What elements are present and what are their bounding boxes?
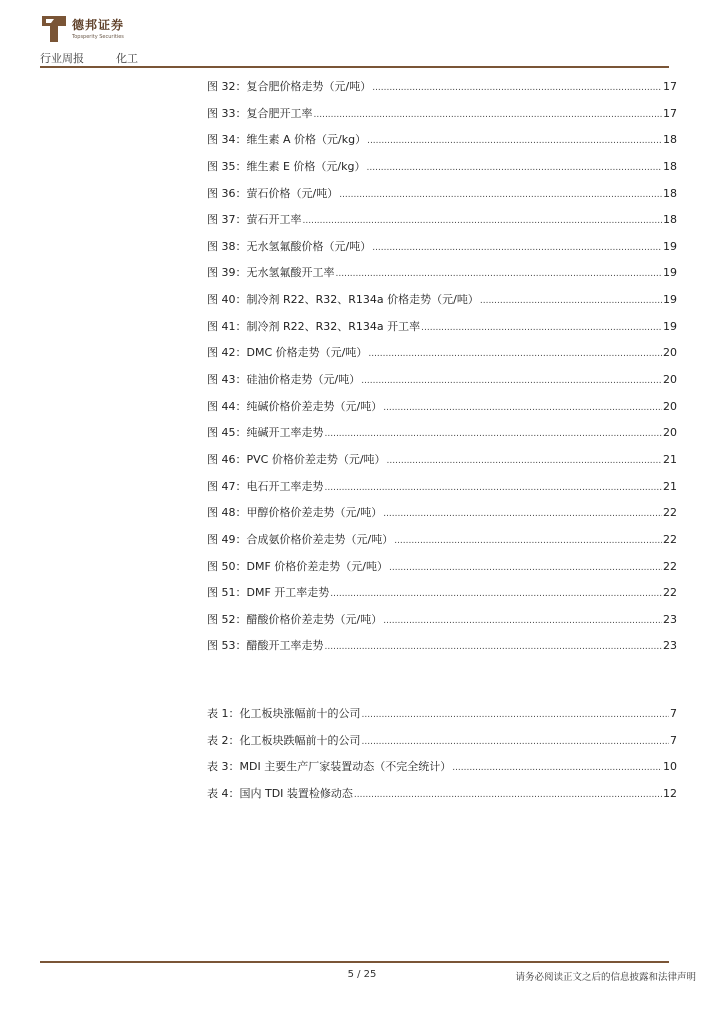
toc-page-number: 22 xyxy=(663,506,677,520)
footer-divider xyxy=(40,961,669,963)
toc-entry-label: 图 41：制冷剂 R22、R32、R134a 开工率 xyxy=(207,319,421,333)
toc-entry-label: 图 35：维生素 E 价格（元/kg） xyxy=(207,159,366,173)
toc-entry-label: 图 44：纯碱价格价差走势（元/吨） xyxy=(207,399,383,413)
toc-page-number: 10 xyxy=(663,760,677,774)
toc-entry-label: 图 38：无水氢氟酸价格（元/吨） xyxy=(207,239,372,253)
figure-toc-entry[interactable] xyxy=(207,453,677,480)
figure-toc-entry[interactable] xyxy=(207,506,677,533)
toc-page-number: 18 xyxy=(663,213,677,227)
company-logo xyxy=(40,14,150,48)
toc-page-number: 18 xyxy=(663,133,677,147)
toc-entry-label: 图 37：萤石开工率 xyxy=(207,213,302,227)
figure-index xyxy=(207,80,677,666)
toc-leader-dots xyxy=(339,188,662,202)
figure-toc-entry[interactable] xyxy=(207,426,677,453)
figure-toc-entry[interactable] xyxy=(207,373,677,400)
toc-page-number: 17 xyxy=(663,80,677,93)
figure-toc-entry[interactable] xyxy=(207,586,677,613)
toc-entry-label: 表 3：MDI 主要生产厂家装置动态（不完全统计） xyxy=(207,760,452,774)
toc-page-number: 7 xyxy=(670,707,677,720)
figure-toc-entry[interactable] xyxy=(207,346,677,373)
toc-leader-dots xyxy=(387,454,662,468)
table-toc-entry[interactable] xyxy=(207,760,677,787)
figure-toc-entry[interactable] xyxy=(207,160,677,187)
report-type: 行业周报 xyxy=(40,52,84,65)
toc-entry-label: 图 49：合成氨价格价差走势（元/吨） xyxy=(207,532,394,546)
figure-toc-entry[interactable] xyxy=(207,240,677,267)
toc-entry-label: 图 50：DMF 价格价差走势（元/吨） xyxy=(207,559,388,573)
toc-entry-label: 图 45：纯碱开工率走势 xyxy=(207,426,324,440)
toc-leader-dots xyxy=(480,294,662,308)
toc-page-number: 22 xyxy=(663,532,677,546)
toc-leader-dots xyxy=(354,788,662,802)
toc-leader-dots xyxy=(383,401,662,415)
toc-leader-dots xyxy=(362,735,670,749)
toc-leader-dots xyxy=(452,761,662,775)
header-divider xyxy=(40,66,669,68)
toc-page-number: 21 xyxy=(663,479,677,493)
table-toc-entry[interactable] xyxy=(207,707,677,734)
toc-page-number: 22 xyxy=(663,586,677,600)
figure-toc-entry[interactable] xyxy=(207,400,677,427)
toc-entry-label: 图 46：PVC 价格价差走势（元/吨） xyxy=(207,452,386,466)
toc-leader-dots xyxy=(325,427,663,441)
toc-entry-label: 图 48：甲醇价格价差走势（元/吨） xyxy=(207,506,383,520)
toc-entry-label: 图 42：DMC 价格走势（元/吨） xyxy=(207,346,368,360)
toc-page-number: 7 xyxy=(670,733,677,747)
toc-entry-label: 图 39：无水氢氟酸开工率 xyxy=(207,266,335,280)
toc-page-number: 18 xyxy=(663,159,677,173)
table-index xyxy=(207,707,677,814)
toc-page-number: 19 xyxy=(663,319,677,333)
legal-disclaimer: 请务必阅读正文之后的信息披露和法律声明 xyxy=(515,972,696,983)
toc-page-number: 20 xyxy=(663,346,677,360)
figure-toc-entry[interactable] xyxy=(207,80,677,107)
toc-entry-label: 图 47：电石开工率走势 xyxy=(207,479,324,493)
page-number: 5 / 25 xyxy=(347,969,377,980)
figure-toc-entry[interactable] xyxy=(207,639,677,666)
toc-leader-dots xyxy=(336,267,663,281)
figure-toc-entry[interactable] xyxy=(207,187,677,214)
toc-leader-dots xyxy=(325,481,663,495)
toc-page-number: 19 xyxy=(663,239,677,253)
toc-leader-dots xyxy=(325,640,663,654)
toc-leader-dots xyxy=(330,587,662,601)
toc-page-number: 19 xyxy=(663,293,677,307)
toc-leader-dots xyxy=(361,374,662,388)
brand-name-en: Topsperity Securities xyxy=(72,34,124,40)
report-sector: 化工 xyxy=(116,52,138,65)
toc-page-number: 21 xyxy=(663,452,677,466)
toc-leader-dots xyxy=(314,108,663,122)
toc-page-number: 23 xyxy=(663,612,677,626)
toc-leader-dots xyxy=(367,161,663,175)
toc-entry-label: 图 33：复合肥开工率 xyxy=(207,106,313,120)
toc-page-number: 23 xyxy=(663,639,677,653)
figure-toc-entry[interactable] xyxy=(207,533,677,560)
figure-toc-entry[interactable] xyxy=(207,133,677,160)
toc-leader-dots xyxy=(372,81,662,95)
figure-toc-entry[interactable] xyxy=(207,266,677,293)
logo-mark-icon xyxy=(40,14,68,44)
toc-leader-dots xyxy=(368,347,662,361)
toc-leader-dots xyxy=(372,241,662,255)
toc-entry-label: 表 1：化工板块涨幅前十的公司 xyxy=(207,707,361,720)
toc-entry-label: 图 34：维生素 A 价格（元/kg） xyxy=(207,133,367,147)
figure-toc-entry[interactable] xyxy=(207,293,677,320)
toc-page-number: 19 xyxy=(663,266,677,280)
toc-page-number: 17 xyxy=(663,106,677,120)
brand-name: 德邦证券 xyxy=(72,18,125,32)
figure-toc-entry[interactable] xyxy=(207,320,677,347)
toc-entry-label: 图 53：醋酸开工率走势 xyxy=(207,639,324,653)
toc-leader-dots xyxy=(383,507,662,521)
figure-toc-entry[interactable] xyxy=(207,480,677,507)
toc-entry-label: 表 4：国内 TDI 装置检修动态 xyxy=(207,786,353,800)
toc-entry-label: 图 32：复合肥价格走势（元/吨） xyxy=(207,80,372,93)
table-toc-entry[interactable] xyxy=(207,734,677,761)
toc-entry-label: 表 2：化工板块跌幅前十的公司 xyxy=(207,733,361,747)
toc-leader-dots xyxy=(383,614,662,628)
figure-toc-entry[interactable] xyxy=(207,107,677,134)
toc-leader-dots xyxy=(421,321,662,335)
table-toc-entry[interactable] xyxy=(207,787,677,814)
toc-entry-label: 图 36：萤石价格（元/吨） xyxy=(207,186,339,200)
report-header xyxy=(40,50,138,66)
toc-leader-dots xyxy=(389,561,662,575)
toc-page-number: 20 xyxy=(663,373,677,387)
figure-toc-entry[interactable] xyxy=(207,613,677,640)
toc-leader-dots xyxy=(394,534,662,548)
figure-toc-entry[interactable] xyxy=(207,560,677,587)
toc-leader-dots xyxy=(303,214,663,228)
toc-leader-dots xyxy=(367,134,662,148)
toc-entry-label: 图 40：制冷剂 R22、R32、R134a 价格走势（元/吨） xyxy=(207,293,479,307)
toc-page-number: 20 xyxy=(663,426,677,440)
toc-page-number: 20 xyxy=(663,399,677,413)
toc-page-number: 18 xyxy=(663,186,677,200)
toc-page-number: 12 xyxy=(663,786,677,800)
toc-entry-label: 图 43：硅油价格走势（元/吨） xyxy=(207,373,361,387)
toc-page-number: 22 xyxy=(663,559,677,573)
figure-toc-entry[interactable] xyxy=(207,213,677,240)
toc-entry-label: 图 52：醋酸价格价差走势（元/吨） xyxy=(207,612,383,626)
toc-leader-dots xyxy=(362,708,670,722)
toc-entry-label: 图 51：DMF 开工率走势 xyxy=(207,586,330,600)
